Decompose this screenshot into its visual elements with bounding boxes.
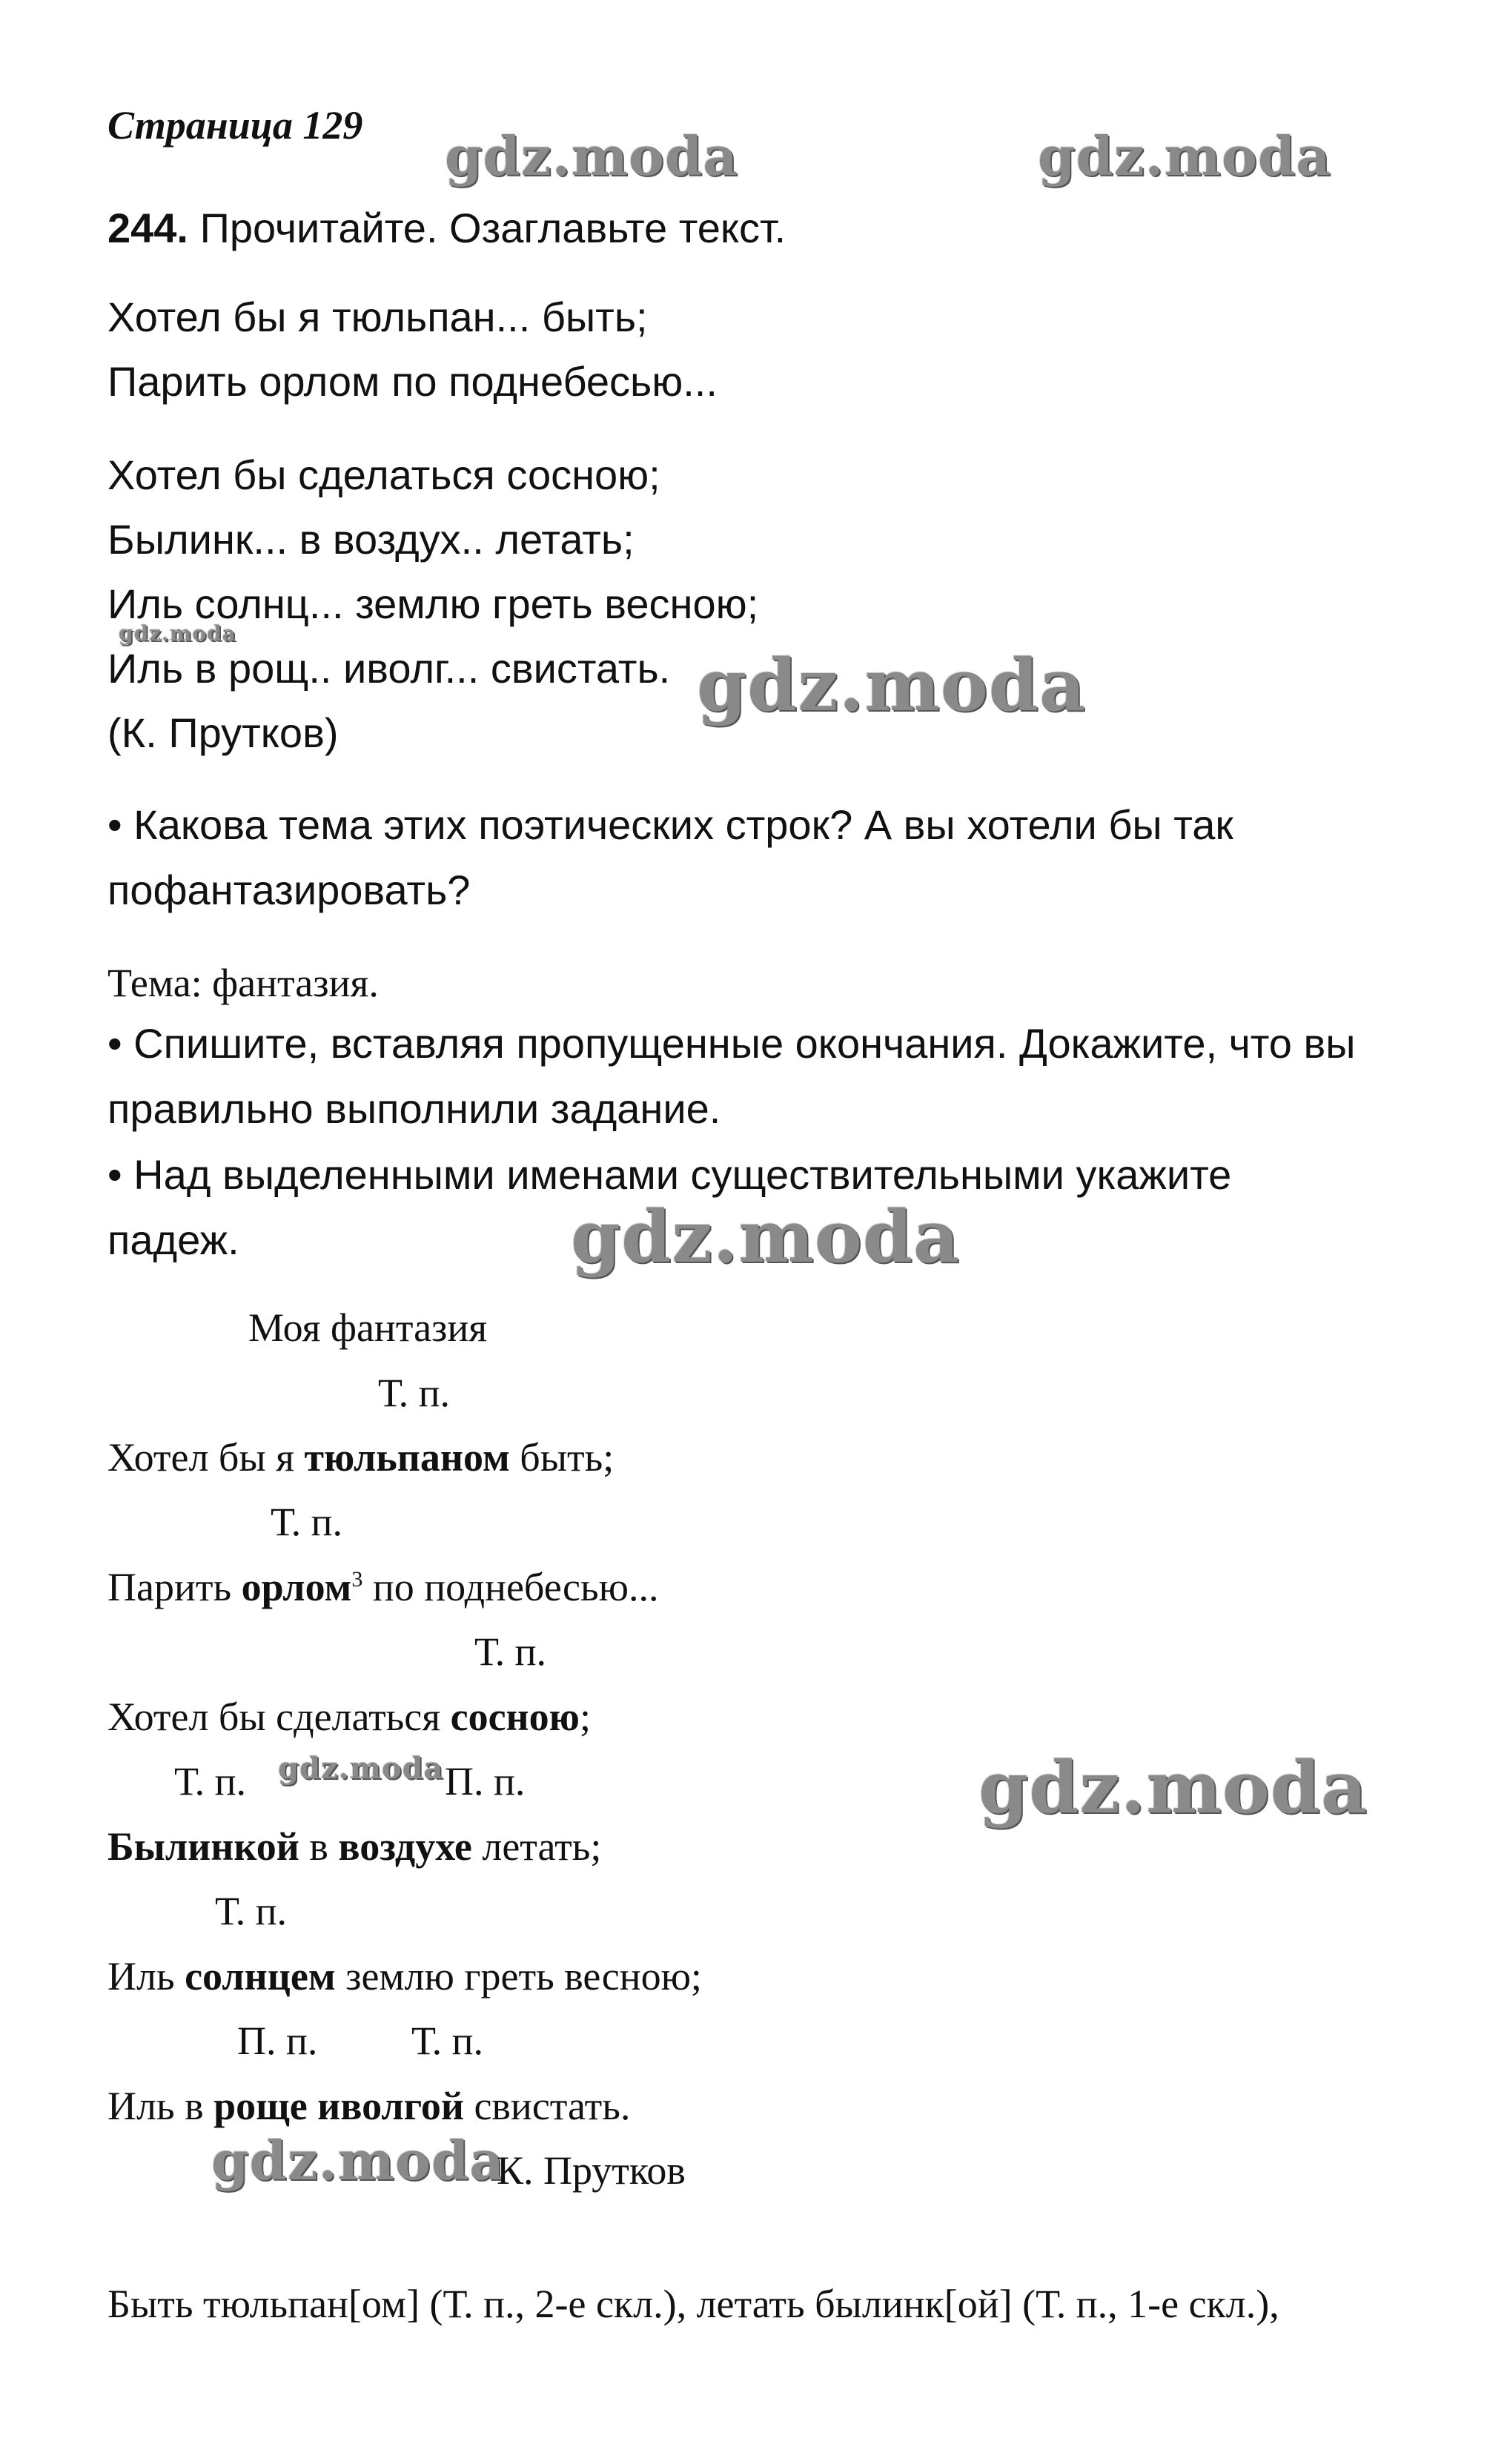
- answer-line: Хотел бы сделаться сосною;: [107, 1695, 591, 1739]
- watermark: gdz.moda: [571, 1195, 961, 1279]
- watermark: gdz.moda: [978, 1746, 1368, 1829]
- question-1-cont: пофантазировать?: [107, 867, 471, 913]
- answer-line: Былинкой в воздухе летать;: [107, 1824, 602, 1869]
- answer-line: Иль в роще иволгой свистать.: [107, 2084, 631, 2128]
- answer-author: К. Прутков: [497, 2148, 686, 2193]
- case-label: Т. п.: [411, 2018, 483, 2063]
- watermark: gdz.moda: [445, 125, 738, 188]
- task-text: Прочитайте. Озаглавьте текст.: [199, 205, 786, 251]
- watermark: gdz.moda: [697, 643, 1087, 727]
- question-3: • Над выделенными именами существительными укажите: [107, 1151, 1232, 1198]
- case-label: Т. п.: [271, 1500, 342, 1544]
- watermark: gdz.moda: [119, 621, 236, 646]
- answer-line: Хотел бы я тюльпаном быть;: [107, 1435, 615, 1480]
- answer-line: Иль солнцем землю греть весною;: [107, 1954, 702, 1998]
- page-title: Страница 129: [107, 103, 363, 148]
- case-label: П. п.: [445, 1759, 526, 1804]
- poem-line: Иль солнц... землю греть весною;: [107, 580, 759, 627]
- explanation-text: Быть тюльпан[ом] (Т. п., 2-е скл.), летать былинк[ой] (Т. п., 1-е скл.),: [107, 2282, 1279, 2326]
- question-2: • Спишите, вставляя пропущенные окончания. Докажите, что вы: [107, 1020, 1356, 1067]
- case-label: П. п.: [237, 2018, 318, 2063]
- answer-theme: Тема: фантазия.: [107, 961, 379, 1005]
- poem-line: Иль в рощ.. иволг... свистать.: [107, 645, 671, 692]
- task-number: 244.: [107, 205, 188, 251]
- poem-line: Хотел бы я тюльпан... быть;: [107, 294, 648, 340]
- watermark: gdz.moda: [211, 2129, 505, 2192]
- poem-line: Хотел бы сделаться сосною;: [107, 451, 660, 498]
- watermark: gdz.moda: [278, 1751, 444, 1786]
- case-label: Т. п.: [215, 1889, 287, 1933]
- question-3-cont: падеж.: [107, 1216, 239, 1263]
- poem-author: (К. Прутков): [107, 709, 339, 756]
- task-heading: [107, 204, 786, 252]
- case-label: Т. п.: [174, 1759, 246, 1804]
- answer-title: Моя фантазия: [248, 1305, 488, 1350]
- case-label: Т. п.: [474, 1629, 546, 1674]
- question-2-cont: правильно выполнили задание.: [107, 1085, 721, 1132]
- question-1: • Какова тема этих поэтических строк? А вы хотели бы так: [107, 801, 1233, 848]
- answer-line: Парить орлом$^3$ по поднебесью...: [107, 1565, 659, 1609]
- poem-line: Былинк... в воздух.. летать;: [107, 516, 635, 563]
- watermark: gdz.moda: [1038, 125, 1331, 188]
- poem-line: Парить орлом по поднебесью...: [107, 358, 718, 405]
- case-label: Т. п.: [378, 1371, 450, 1415]
